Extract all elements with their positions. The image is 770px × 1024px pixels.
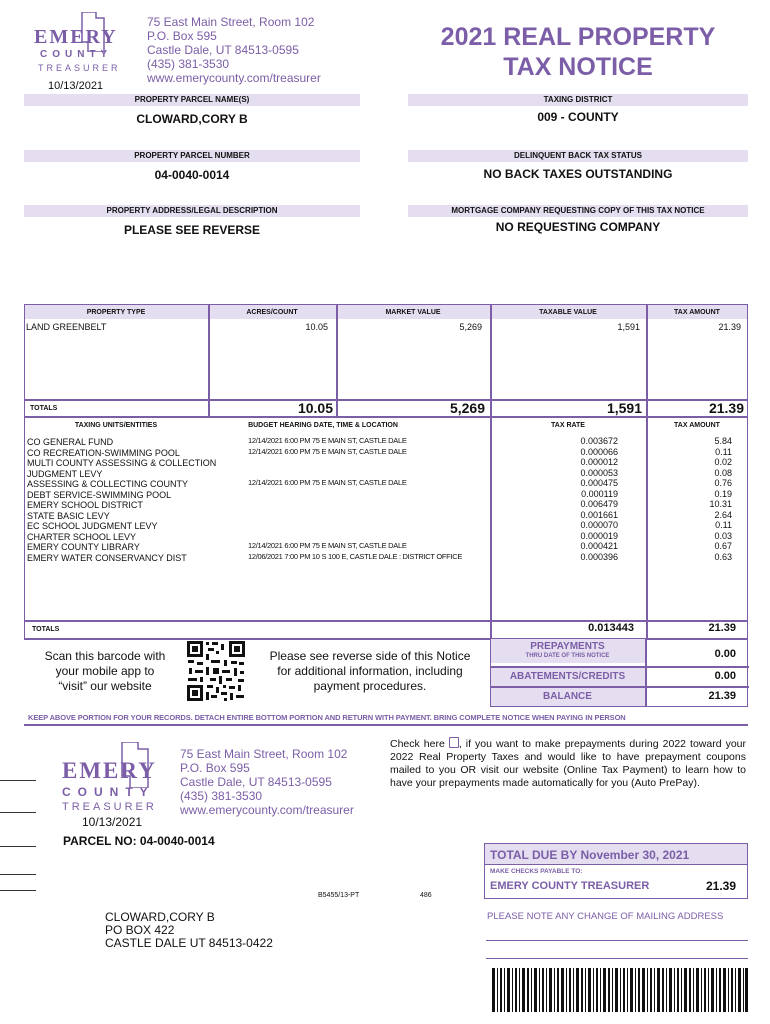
parcel-names: CLOWARD,CORY B bbox=[136, 112, 248, 126]
levy-total-amount: 21.39 bbox=[708, 622, 736, 634]
market-value-cell: 5,269 bbox=[459, 322, 482, 332]
payable-to-label: MAKE CHECKS PAYABLE TO: bbox=[490, 868, 583, 875]
stub-parcel-no: PARCEL NO: 04-0040-0014 bbox=[63, 834, 215, 848]
mortgage-label: MORTGAGE COMPANY REQUESTING COPY OF THIS TAX NOTICE bbox=[408, 205, 748, 217]
address-line: Castle Dale, UT 84513-0595 bbox=[147, 43, 299, 57]
taxing-district-label: TAXING DISTRICT bbox=[408, 94, 748, 106]
col-header-tax-rate: TAX RATE bbox=[551, 422, 585, 429]
header-address bbox=[147, 15, 321, 85]
address-change-line[interactable] bbox=[486, 940, 748, 941]
parcel-number-label: PROPERTY PARCEL NUMBER bbox=[24, 150, 360, 162]
margin-dash bbox=[0, 846, 36, 847]
title-line-1: 2021 REAL PROPERTY bbox=[440, 23, 716, 51]
total-tax-rate: 0.013443 bbox=[588, 622, 634, 634]
mortgage-company: NO REQUESTING COMPANY bbox=[495, 220, 661, 234]
abatements-value: 0.00 bbox=[714, 670, 736, 682]
total-taxable-value: 1,591 bbox=[606, 400, 642, 416]
delinquent-status: NO BACK TAXES OUTSTANDING bbox=[483, 167, 673, 181]
address-line: 75 East Main Street, Room 102 bbox=[180, 747, 348, 761]
stub-code-2: 486 bbox=[420, 892, 432, 899]
website-link[interactable]: www.emerycounty.com/treasurer bbox=[180, 803, 354, 817]
stub-date: 10/13/2021 bbox=[82, 815, 143, 829]
payable-to: EMERY COUNTY TREASURER bbox=[490, 880, 650, 892]
detach-line bbox=[24, 724, 748, 726]
stub-code-1: B5455/13-PT bbox=[318, 892, 360, 899]
abatements-label: ABATEMENTS/CREDITS bbox=[509, 671, 626, 682]
address-change-line[interactable] bbox=[486, 958, 748, 959]
tax-amount-cell: 21.39 bbox=[718, 322, 741, 332]
taxable-value-cell: 1,591 bbox=[617, 322, 640, 332]
prepay-checkbox[interactable] bbox=[449, 737, 459, 748]
taxing-district: 009 - COUNTY bbox=[537, 110, 619, 124]
property-type-cell: LAND GREENBELT bbox=[26, 322, 107, 332]
address-line: 75 East Main Street, Room 102 bbox=[147, 15, 315, 29]
recipient-address bbox=[105, 911, 273, 950]
prepay-text-2: , if you want to make prepayments during 2022 toward your 2022 Real Property Taxes and would like to have prepayment coupons mailed to you OR visit our website (Online Tax Payment) to learn how to have your prepayments made automatically for you (Auto PrePay). bbox=[390, 738, 746, 789]
prepayments-label: PREPAYMENTS bbox=[530, 641, 605, 652]
logo-treasurer: TREASURER bbox=[38, 63, 121, 73]
total-market-value: 5,269 bbox=[449, 400, 485, 416]
header-date: 10/13/2021 bbox=[48, 80, 104, 92]
levy-totals-label: TOTALS bbox=[32, 626, 60, 633]
recipient-line: CLOWARD,CORY B bbox=[105, 910, 215, 924]
prepayments-value: 0.00 bbox=[714, 648, 736, 660]
title-line-2: TAX NOTICE bbox=[503, 53, 653, 81]
address-line: (435) 381-3530 bbox=[147, 57, 230, 71]
hearing-list: 12/14/2021 6:00 PM 75 E MAIN ST, CASTLE DALE 12/14/2021 6:00 PM 75 E MAIN ST, CASTLE DALE 12/14/2021 6:00 PM 75 E MAIN ST, CASTLE DALE 12/14/2021 6:00 PM 75 E MAIN ST, CASTLE DALE 12/06/2021 7:00 PM 10 S 100 E, CASTLE DALE : DISTRICT OFFICE bbox=[248, 436, 463, 561]
recipient-line: PO BOX 422 bbox=[105, 923, 175, 937]
acres-cell: 10.05 bbox=[305, 322, 328, 332]
scan-instructions: Scan this barcode with your mobile app to “visit” our website bbox=[44, 649, 166, 693]
prepay-instructions bbox=[390, 737, 746, 790]
col-header-taxing-units: TAXING UNITS/ENTITIES bbox=[74, 422, 158, 429]
logo-emery: EMERY bbox=[34, 26, 118, 48]
mailing-change-note: PLEASE NOTE ANY CHANGE OF MAILING ADDRESS bbox=[487, 911, 724, 922]
recipient-line: CASTLE DALE UT 84513-0422 bbox=[105, 936, 273, 950]
total-due-label: TOTAL DUE BY November 30, 2021 bbox=[490, 848, 690, 862]
levy-amount-list: 5.84 0.11 0.02 0.08 0.76 0.19 10.31 2.64 0.11 0.03 0.67 0.63 bbox=[709, 436, 732, 562]
margin-dash bbox=[0, 890, 36, 891]
logo-county: COUNTY bbox=[40, 49, 113, 60]
taxing-units-list: CO GENERAL FUND CO RECREATION-SWIMMING POOL MULTI COUNTY ASSESSING & COLLECTION JUDGMENT LEVY ASSESSING & COLLECTING COUNTY DEBT SERVICE-SWIMMING POOL EMERY SCHOOL DISTRICT STATE BASIC LEVY EC SCHOOL JUDGMENT LEVY CHARTER SCHOOL LEVY EMERY COUNTY LIBRARY EMERY WATER CONSERVANCY DIST bbox=[27, 437, 217, 563]
logo-treasurer: TREASURER bbox=[62, 801, 157, 813]
col-header-taxable-value: TAXABLE VALUE bbox=[539, 309, 597, 316]
prepay-text-1: Check here bbox=[390, 738, 445, 750]
total-tax-amount: 21.39 bbox=[708, 400, 744, 416]
notice-title bbox=[408, 22, 748, 82]
col-header-tax-amount: TAX AMOUNT bbox=[674, 309, 720, 316]
address-line: P.O. Box 595 bbox=[147, 29, 217, 43]
website-link[interactable]: www.emerycounty.com/treasurer bbox=[147, 71, 321, 85]
margin-dash bbox=[0, 780, 36, 781]
tax-rate-list: 0.003672 0.000066 0.000012 0.000053 0.000475 0.000119 0.006479 0.001661 0.000070 0.000019 0.000421 0.000396 bbox=[580, 436, 618, 562]
prepayments-sublabel: THRU DATE OF THIS NOTICE bbox=[525, 653, 610, 659]
margin-dash bbox=[0, 812, 36, 813]
county-logo bbox=[30, 12, 130, 78]
logo-emery: EMERY bbox=[62, 758, 157, 783]
property-address-label: PROPERTY ADDRESS/LEGAL DESCRIPTION bbox=[24, 205, 360, 217]
total-due-amount: 21.39 bbox=[705, 879, 736, 893]
balance-label: BALANCE bbox=[543, 691, 592, 702]
reverse-side-note: Please see reverse side of this Notice for additional information, including payment procedures. bbox=[269, 649, 471, 693]
qr-code-icon[interactable] bbox=[186, 640, 246, 702]
totals-label: TOTALS bbox=[30, 405, 58, 412]
margin-dash bbox=[0, 874, 36, 875]
property-address: PLEASE SEE REVERSE bbox=[123, 223, 261, 237]
stub-address bbox=[180, 747, 354, 817]
address-line: P.O. Box 595 bbox=[180, 761, 250, 775]
balance-value: 21.39 bbox=[708, 690, 736, 702]
col-header-hearing: BUDGET HEARING DATE, TIME & LOCATION bbox=[248, 422, 398, 429]
stub-county-logo bbox=[58, 742, 178, 822]
barcode-icon bbox=[492, 968, 748, 1012]
col-header-market-value: MARKET VALUE bbox=[385, 309, 441, 316]
col-header-levy-amount: TAX AMOUNT bbox=[674, 422, 720, 429]
parcel-names-label: PROPERTY PARCEL NAME(S) bbox=[24, 94, 360, 106]
col-header-property-type: PROPERTY TYPE bbox=[86, 309, 146, 316]
address-line: Castle Dale, UT 84513-0595 bbox=[180, 775, 332, 789]
parcel-number: 04-0040-0014 bbox=[154, 168, 230, 182]
col-header-acres: ACRES/COUNT bbox=[246, 309, 298, 316]
delinquent-label: DELINQUENT BACK TAX STATUS bbox=[408, 150, 748, 162]
logo-county: COUNTY bbox=[62, 785, 155, 799]
total-acres: 10.05 bbox=[297, 400, 333, 416]
address-line: (435) 381-3530 bbox=[180, 789, 263, 803]
detach-notice: KEEP ABOVE PORTION FOR YOUR RECORDS. DETACH ENTIRE BOTTOM PORTION AND RETURN WITH PAYMENT. BRING COMPLETE NOTICE WHEN PAYING IN PERSON bbox=[28, 713, 626, 722]
